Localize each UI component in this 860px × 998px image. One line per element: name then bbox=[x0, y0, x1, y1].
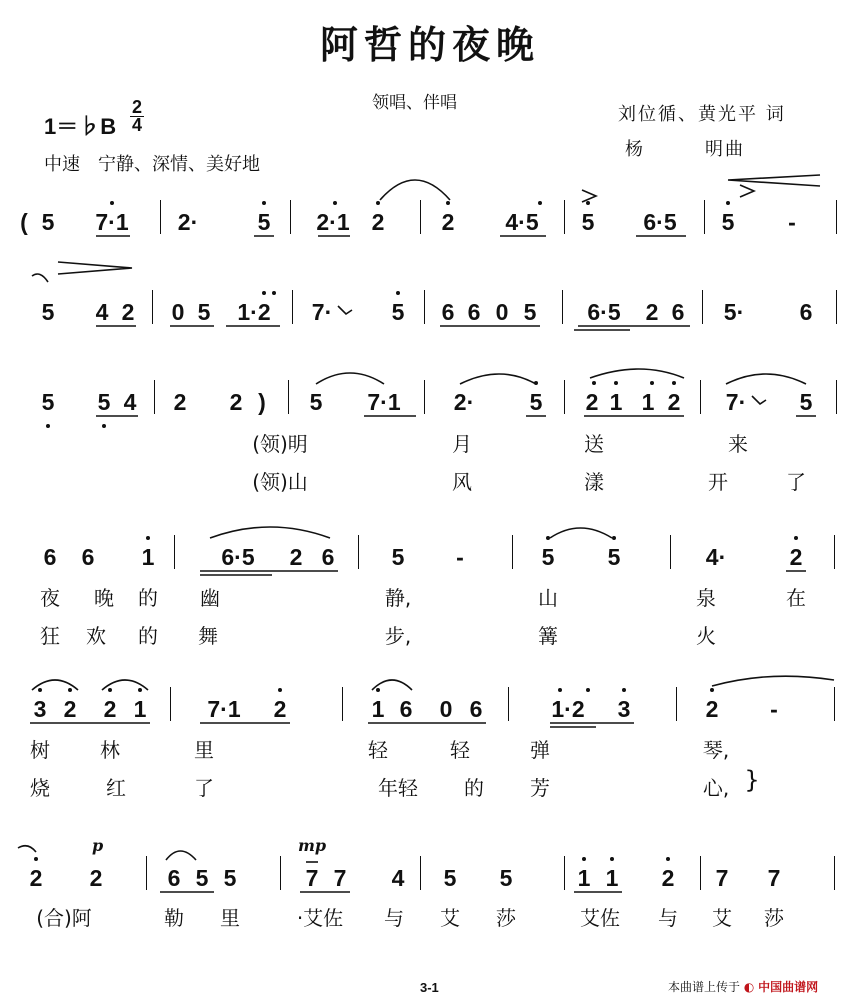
lyric: 晚 bbox=[94, 586, 114, 610]
note: 6 bbox=[81, 544, 95, 570]
site-logo-icon: ◐ bbox=[743, 980, 755, 994]
lyric: 狂 bbox=[40, 624, 60, 648]
lyric: 了 bbox=[786, 470, 806, 494]
octave-dot bbox=[446, 201, 450, 205]
score-row-1 bbox=[0, 210, 860, 250]
note: ) bbox=[258, 389, 266, 415]
octave-dot bbox=[333, 201, 337, 205]
score-row-3 bbox=[0, 390, 860, 430]
note: 2 bbox=[103, 696, 117, 722]
note: 7 bbox=[305, 865, 319, 891]
lyric: 里 bbox=[194, 738, 214, 762]
barline bbox=[420, 200, 421, 234]
note: 1·2 bbox=[551, 696, 585, 722]
slur bbox=[166, 851, 196, 860]
upload-credit bbox=[668, 978, 818, 995]
octave-dot bbox=[34, 857, 38, 861]
accent bbox=[740, 185, 754, 197]
accent bbox=[582, 190, 596, 202]
song-title: 阿哲的夜晚 bbox=[319, 22, 540, 67]
lyrics-row-4b bbox=[0, 624, 860, 652]
note: 5 bbox=[391, 299, 405, 325]
note: 1 bbox=[141, 544, 155, 570]
lyric: 送 bbox=[584, 432, 604, 456]
slur bbox=[726, 374, 806, 384]
barline bbox=[704, 200, 705, 234]
score-row-5 bbox=[0, 697, 860, 737]
barline bbox=[170, 687, 171, 721]
octave-dot bbox=[586, 201, 590, 205]
lyrics-row-4a bbox=[0, 586, 860, 614]
score-row-2 bbox=[0, 300, 860, 340]
note: 4 bbox=[391, 865, 405, 891]
note: 5 bbox=[257, 209, 271, 235]
note: 4 bbox=[95, 299, 109, 325]
note: 7· bbox=[311, 299, 333, 325]
note: 2 bbox=[63, 696, 77, 722]
note: 5 bbox=[197, 299, 211, 325]
tie bbox=[32, 274, 48, 282]
key-signature: 1＝♭B bbox=[44, 114, 117, 139]
barline bbox=[154, 380, 155, 414]
note: 4·5 bbox=[505, 209, 539, 235]
note: - bbox=[788, 209, 796, 235]
lyric: 舞 bbox=[198, 624, 218, 648]
note: 1 bbox=[577, 865, 591, 891]
note: - bbox=[456, 544, 464, 570]
barline bbox=[834, 856, 835, 890]
barline bbox=[508, 687, 509, 721]
note: 4· bbox=[705, 544, 727, 570]
tie bbox=[18, 846, 36, 852]
lyric: 艾 bbox=[440, 906, 460, 930]
note: 2 bbox=[667, 389, 681, 415]
barline bbox=[290, 200, 291, 234]
note: 7·1 bbox=[95, 209, 129, 235]
octave-dot bbox=[396, 291, 400, 295]
dynamic-p: p bbox=[92, 836, 104, 855]
octave-dot bbox=[592, 381, 596, 385]
lyric: 烧 bbox=[30, 776, 50, 800]
octave-dot bbox=[672, 381, 676, 385]
note: 2 bbox=[789, 544, 803, 570]
note: 5 bbox=[581, 209, 595, 235]
note: 7 bbox=[767, 865, 781, 891]
slur bbox=[372, 680, 412, 690]
note: 2 bbox=[229, 389, 243, 415]
note: 2 bbox=[371, 209, 385, 235]
octave-dot bbox=[68, 688, 72, 692]
slur bbox=[550, 528, 612, 538]
lyric: 了 bbox=[194, 776, 214, 800]
octave-dot bbox=[262, 291, 266, 295]
note: 2 bbox=[289, 544, 303, 570]
note: 2 bbox=[661, 865, 675, 891]
lyrics-row-3a bbox=[0, 432, 860, 460]
decrescendo bbox=[58, 262, 132, 274]
lyric: 山 bbox=[538, 586, 558, 610]
note: 0 bbox=[495, 299, 509, 325]
barline bbox=[836, 380, 837, 414]
octave-dot bbox=[278, 688, 282, 692]
barline bbox=[670, 535, 671, 569]
note: 1 bbox=[371, 696, 385, 722]
barline bbox=[564, 200, 565, 234]
note: 5 bbox=[607, 544, 621, 570]
note: 0 bbox=[171, 299, 185, 325]
note: 5 bbox=[541, 544, 555, 570]
note: 5 bbox=[223, 865, 237, 891]
octave-dot bbox=[558, 688, 562, 692]
lyric: 莎 bbox=[496, 906, 516, 930]
barline bbox=[280, 856, 281, 890]
note: 5 bbox=[523, 299, 537, 325]
note: 1·2 bbox=[237, 299, 271, 325]
slur bbox=[316, 373, 384, 384]
octave-dot bbox=[534, 381, 538, 385]
note: 5 bbox=[195, 865, 209, 891]
lyric: 夜 bbox=[40, 586, 60, 610]
lyric: 幽 bbox=[200, 586, 220, 610]
note: 1 bbox=[609, 389, 623, 415]
barline bbox=[152, 290, 153, 324]
octave-dot bbox=[614, 381, 618, 385]
note: 5 bbox=[799, 389, 813, 415]
slur bbox=[102, 680, 148, 690]
lyric: 艾佐 bbox=[580, 906, 620, 930]
barline bbox=[358, 535, 359, 569]
decrescendo bbox=[728, 175, 820, 186]
barline bbox=[564, 856, 565, 890]
barline bbox=[834, 687, 835, 721]
note: 6·5 bbox=[587, 299, 621, 325]
barline bbox=[836, 200, 837, 234]
octave-dot bbox=[138, 688, 142, 692]
lyric: 火 bbox=[696, 624, 716, 648]
lyric: 欢 bbox=[86, 624, 106, 648]
tempo-marking: 中速 宁静、深情、美好地 bbox=[44, 154, 260, 175]
lyric: 月 bbox=[452, 432, 472, 456]
octave-dot bbox=[650, 381, 654, 385]
note: 5 bbox=[529, 389, 543, 415]
note: 2 bbox=[273, 696, 287, 722]
note: 1 bbox=[641, 389, 655, 415]
note: - bbox=[770, 696, 778, 722]
note: 2 bbox=[121, 299, 135, 325]
lyric: 泉 bbox=[696, 586, 716, 610]
barline bbox=[834, 535, 835, 569]
barline bbox=[700, 380, 701, 414]
lyric: 与 bbox=[658, 906, 678, 930]
dynamic-mp: mp bbox=[298, 836, 327, 855]
note: 2 bbox=[585, 389, 599, 415]
note: 6·5 bbox=[643, 209, 677, 235]
barline bbox=[512, 535, 513, 569]
lyric: 芳 bbox=[530, 776, 550, 800]
lyric: 来 bbox=[728, 432, 748, 456]
page-number: 3-1 bbox=[420, 980, 439, 995]
lyric: 琴, bbox=[702, 738, 730, 762]
note: 1 bbox=[605, 865, 619, 891]
lyric: 篝 bbox=[538, 624, 558, 648]
note: 2 bbox=[705, 696, 719, 722]
octave-dot bbox=[376, 201, 380, 205]
lyric: 弹 bbox=[530, 738, 550, 762]
note: 7 bbox=[715, 865, 729, 891]
lyric: 静, bbox=[384, 586, 412, 610]
lyric: 漾 bbox=[584, 470, 604, 494]
note: 6 bbox=[167, 865, 181, 891]
lyric: 莎 bbox=[764, 906, 784, 930]
barline bbox=[424, 290, 425, 324]
octave-dot bbox=[726, 201, 730, 205]
barline bbox=[420, 856, 421, 890]
note: 7· bbox=[725, 389, 747, 415]
note: 5 bbox=[41, 389, 55, 415]
lyric: 里 bbox=[220, 906, 240, 930]
octave-dot bbox=[110, 201, 114, 205]
note: 5 bbox=[97, 389, 111, 415]
note: 2 bbox=[441, 209, 455, 235]
barline bbox=[424, 380, 425, 414]
note: 5 bbox=[391, 544, 405, 570]
note: 2·1 bbox=[316, 209, 350, 235]
barline bbox=[342, 687, 343, 721]
octave-dot bbox=[582, 857, 586, 861]
octave-dot bbox=[710, 688, 714, 692]
octave-dot bbox=[38, 688, 42, 692]
lyric: 树 bbox=[30, 738, 50, 762]
note: 3 bbox=[33, 696, 47, 722]
octave-dot bbox=[262, 201, 266, 205]
lyric: 红 bbox=[106, 776, 126, 800]
note: 6 bbox=[799, 299, 813, 325]
note: 5 bbox=[41, 209, 55, 235]
slur bbox=[590, 369, 684, 378]
note: 6 bbox=[399, 696, 413, 722]
credit-prefix: 本曲谱上传于 bbox=[668, 980, 741, 994]
slur bbox=[210, 527, 330, 538]
lyric: 的 bbox=[138, 624, 158, 648]
slur bbox=[380, 180, 450, 200]
barline bbox=[146, 856, 147, 890]
octave-dot bbox=[794, 536, 798, 540]
lyricist-credit: 刘位循、黄光平 词 bbox=[618, 104, 786, 125]
slur bbox=[712, 676, 834, 686]
lyric: 林 bbox=[100, 738, 120, 762]
lyric: 轻 bbox=[368, 738, 388, 762]
octave-dot bbox=[612, 536, 616, 540]
subtitle: 领唱、伴唱 bbox=[372, 93, 457, 113]
barline bbox=[174, 535, 175, 569]
site-name: 中国曲谱网 bbox=[758, 980, 819, 994]
note: 6 bbox=[441, 299, 455, 325]
note: 1 bbox=[133, 696, 147, 722]
lyric: 艾 bbox=[712, 906, 732, 930]
slur bbox=[460, 374, 536, 384]
lyric: 的 bbox=[464, 776, 484, 800]
note: 2· bbox=[453, 389, 475, 415]
note: 2· bbox=[177, 209, 199, 235]
note: ( bbox=[20, 209, 28, 235]
barline bbox=[160, 200, 161, 234]
lyric: (领)明 bbox=[252, 432, 308, 456]
note: 7 bbox=[333, 865, 347, 891]
lyric: 年轻 bbox=[378, 776, 418, 800]
barline bbox=[564, 380, 565, 414]
lyric: 的 bbox=[138, 586, 158, 610]
note: 2 bbox=[645, 299, 659, 325]
note: 0 bbox=[439, 696, 453, 722]
lyric: 风 bbox=[452, 470, 472, 494]
note: 7·1 bbox=[207, 696, 241, 722]
octave-dot bbox=[146, 536, 150, 540]
lyrics-row-5a bbox=[0, 738, 860, 766]
note: 6 bbox=[467, 299, 481, 325]
note: 6·5 bbox=[221, 544, 255, 570]
note: 5 bbox=[499, 865, 513, 891]
lyric: (合)阿 bbox=[36, 906, 92, 930]
note: 7·1 bbox=[367, 389, 401, 415]
time-signature-bottom: 4 bbox=[131, 115, 142, 135]
lyric: (领)山 bbox=[252, 470, 308, 494]
slur bbox=[32, 680, 78, 690]
barline bbox=[676, 687, 677, 721]
note: 5· bbox=[723, 299, 745, 325]
note: 2 bbox=[89, 865, 103, 891]
barline bbox=[702, 290, 703, 324]
note: 6 bbox=[321, 544, 335, 570]
lyric: 开 bbox=[708, 470, 728, 494]
lyric: 步, bbox=[384, 624, 412, 648]
octave-dot bbox=[586, 688, 590, 692]
score-row-6 bbox=[0, 866, 860, 906]
score-row-4 bbox=[0, 545, 860, 585]
note: 5 bbox=[721, 209, 735, 235]
octave-dot bbox=[272, 291, 276, 295]
lyric: 勒 bbox=[164, 906, 184, 930]
barline bbox=[288, 380, 289, 414]
octave-dot bbox=[610, 857, 614, 861]
lyrics-row-5b bbox=[0, 766, 860, 804]
lyric: 心, bbox=[702, 776, 730, 800]
composer-credit: 杨 明曲 bbox=[625, 139, 745, 160]
note: 2 bbox=[173, 389, 187, 415]
note: 4 bbox=[123, 389, 137, 415]
note: 6 bbox=[469, 696, 483, 722]
brace: } bbox=[744, 766, 760, 794]
barline bbox=[700, 856, 701, 890]
time-signature-top: 2 bbox=[131, 97, 142, 117]
lyric: 与 bbox=[384, 906, 404, 930]
lyric: 轻 bbox=[450, 738, 470, 762]
octave-dot bbox=[666, 857, 670, 861]
note: 5 bbox=[41, 299, 55, 325]
octave-dot bbox=[546, 536, 550, 540]
note: 2 bbox=[29, 865, 43, 891]
note: 5 bbox=[309, 389, 323, 415]
lyrics-row-6 bbox=[0, 906, 860, 934]
lyric: ·艾佐 bbox=[296, 906, 344, 930]
note: 3 bbox=[617, 696, 631, 722]
barline bbox=[836, 290, 837, 324]
barline bbox=[292, 290, 293, 324]
barline bbox=[562, 290, 563, 324]
lyrics-row-3b bbox=[0, 470, 860, 498]
octave-dot bbox=[538, 201, 542, 205]
lyric: 在 bbox=[786, 586, 806, 610]
octave-dot bbox=[622, 688, 626, 692]
note: 5 bbox=[443, 865, 457, 891]
note: 6 bbox=[43, 544, 57, 570]
octave-dot bbox=[108, 688, 112, 692]
note: 6 bbox=[671, 299, 685, 325]
octave-dot bbox=[376, 688, 380, 692]
time-signature bbox=[130, 99, 144, 134]
